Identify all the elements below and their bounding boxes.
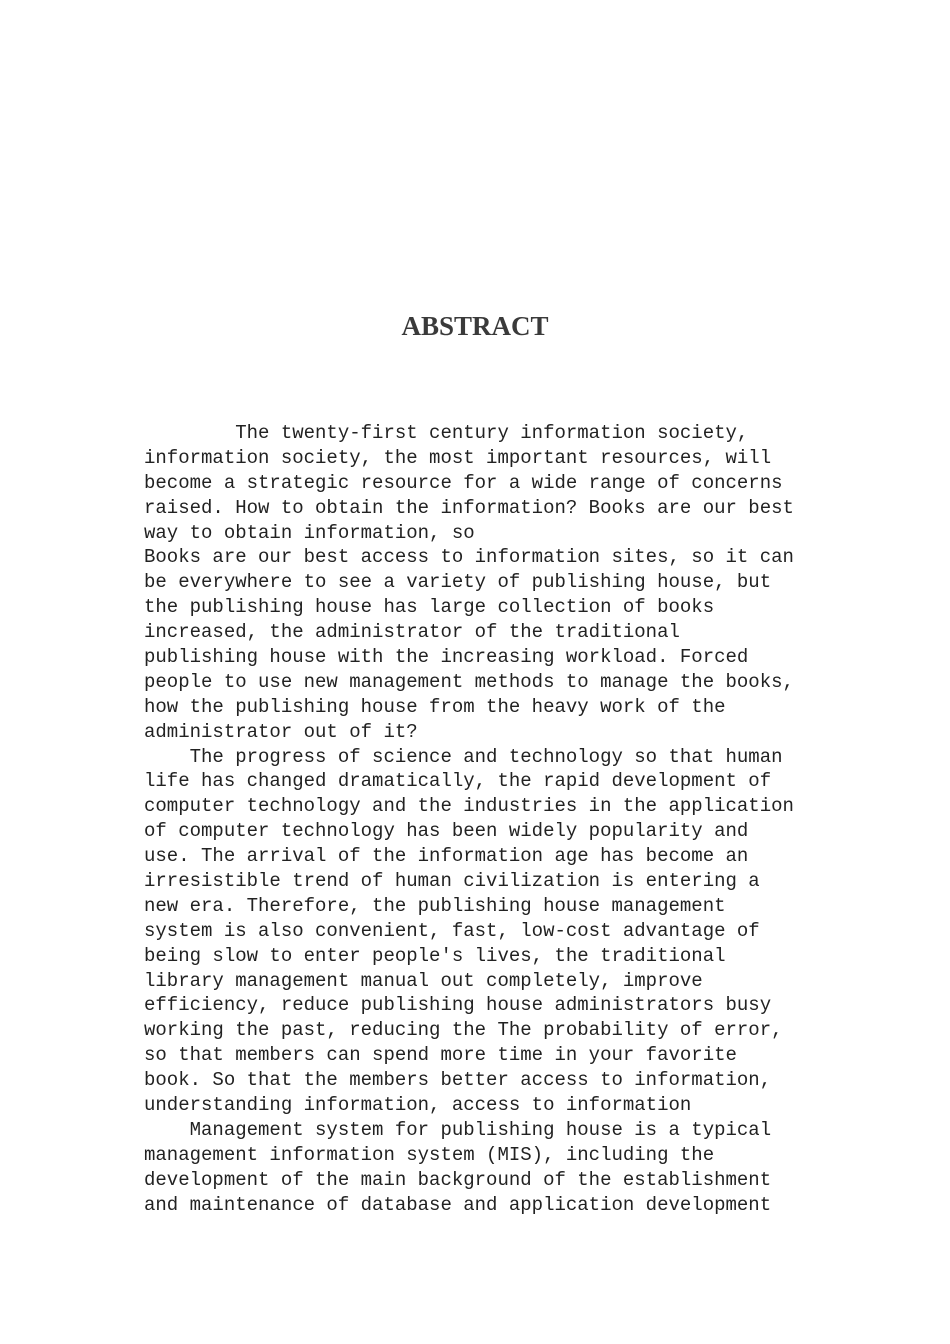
text-line: understanding information, access to information bbox=[144, 1094, 692, 1117]
text-line: increased, the administrator of the traditional bbox=[144, 621, 680, 644]
text-line: Books are our best access to information sites, so it can bbox=[144, 546, 794, 569]
text-line: The progress of science and technology so that human bbox=[144, 745, 783, 768]
text-line: be everywhere to see a variety of publishing house, but bbox=[144, 571, 772, 594]
text-line: system is also convenient, fast, low-cost advantage of bbox=[144, 919, 760, 942]
text-line: publishing house with the increasing workload. Forced bbox=[144, 646, 749, 669]
text-line: book. So that the members better access to information, bbox=[144, 1069, 772, 1092]
text-line: way to obtain information, so bbox=[144, 521, 475, 544]
abstract-body bbox=[144, 421, 844, 1218]
text-line: management information system (MIS), including the bbox=[144, 1143, 715, 1166]
text-line: people to use new management methods to manage the books, bbox=[144, 670, 794, 693]
text-line: of computer technology has been widely popularity and bbox=[144, 820, 749, 843]
text-line: information society, the most important resources, will bbox=[144, 446, 772, 469]
text-line: development of the main background of the establishment bbox=[144, 1168, 772, 1191]
text-line: efficiency, reduce publishing house administrators busy bbox=[144, 994, 772, 1017]
text-line: computer technology and the industries in the application bbox=[144, 795, 794, 818]
text-line: The twenty-first century information society, bbox=[144, 422, 749, 444]
text-line: the publishing house has large collection of books bbox=[144, 596, 715, 619]
text-line: raised. How to obtain the information? Books are our best bbox=[144, 496, 794, 519]
text-line: how the publishing house from the heavy work of the bbox=[144, 695, 726, 718]
text-line: life has changed dramatically, the rapid development of bbox=[144, 770, 772, 793]
text-line: and maintenance of database and application development bbox=[144, 1193, 772, 1216]
text-line: become a strategic resource for a wide range of concerns bbox=[144, 471, 783, 494]
text-line: use. The arrival of the information age has become an bbox=[144, 845, 749, 868]
page-title: ABSTRACT bbox=[401, 311, 549, 341]
text-line: so that members can spend more time in your favorite bbox=[144, 1044, 737, 1067]
text-line: library management manual out completely, improve bbox=[144, 969, 703, 992]
text-line: working the past, reducing the The probability of error, bbox=[144, 1019, 783, 1042]
text-line: being slow to enter people's lives, the traditional bbox=[144, 944, 726, 967]
text-line: Management system for publishing house is a typical bbox=[144, 1118, 772, 1141]
text-line: administrator out of it? bbox=[144, 720, 418, 743]
text-line: new era. Therefore, the publishing house management bbox=[144, 894, 726, 917]
text-line: irresistible trend of human civilization is entering a bbox=[144, 870, 760, 893]
